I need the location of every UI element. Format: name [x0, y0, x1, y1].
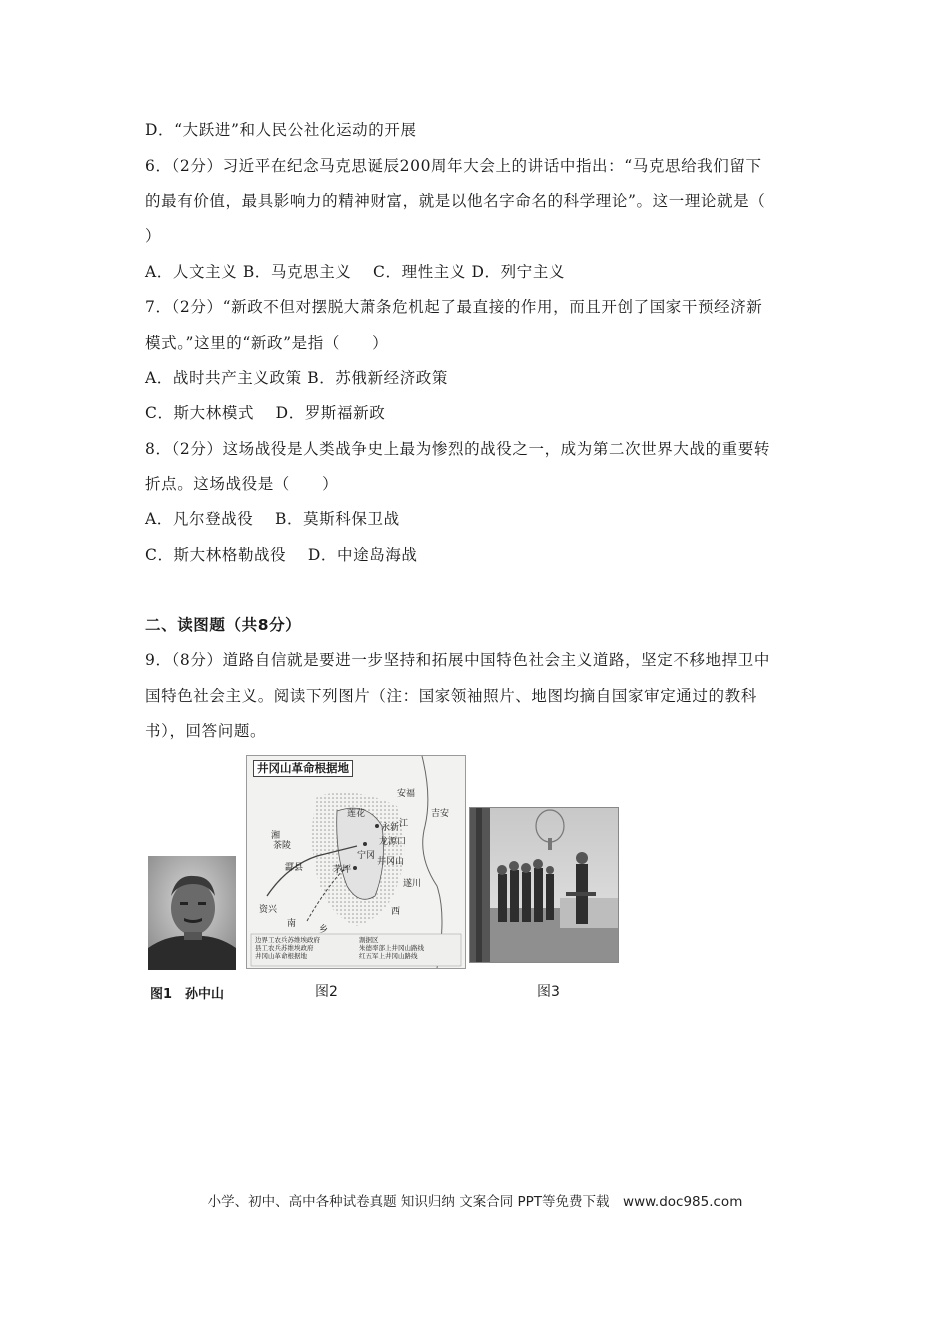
- map-label-zixing: 资兴: [259, 905, 278, 915]
- map-legend-left: [255, 936, 320, 960]
- map-label-jian: 吉安: [431, 809, 450, 819]
- map-legend-right: [359, 936, 424, 960]
- map-legend-item: 县工农兵苏维埃政府: [255, 944, 314, 952]
- figure-2-caption: 图2: [315, 984, 338, 1000]
- question-7-line-1: 7．（2分）“新政不但对摆脱大萧条危机起了最直接的作用，而且开创了国家干预经济新: [145, 298, 763, 316]
- question-9-line-3: 书），回答问题。: [145, 722, 267, 740]
- question-8-options-cd: C．斯大林格勒战役 D．中途岛海战: [145, 546, 418, 564]
- map-legend-item: 朱德率部上井冈山路线: [359, 944, 424, 952]
- map-legend-item: 边界工农兵苏维埃政府: [255, 936, 320, 944]
- question-8-options-ab: A．凡尔登战役 B．莫斯科保卫战: [145, 510, 400, 528]
- map-label-jinggangshan: 井冈山: [377, 857, 405, 867]
- map-legend-item: 割据区: [359, 936, 379, 944]
- map-label-ningang: 宁冈: [357, 851, 376, 861]
- map-title: 井冈山革命根据地: [253, 760, 353, 777]
- founding-ceremony-painting: [469, 807, 619, 963]
- question-6-line-3: ）: [145, 227, 162, 245]
- map-label-xiang: 湘: [271, 831, 281, 841]
- map-label-suichuan: 遂川: [403, 879, 422, 889]
- map-label-yongxin: 永新: [381, 823, 400, 833]
- question-8-line-1: 8．（2分）这场战役是人类战争史上最为惨烈的战役之一，成为第二次世界大战的重要转: [145, 440, 770, 458]
- map-label-lingxian: 酃县: [285, 863, 304, 873]
- question-9-line-1: 9．（8分）道路自信就是要进一步坚持和拓展中国特色社会主义道路，坚定不移地捍卫中: [145, 651, 770, 669]
- question-9-line-2: 国特色社会主义。阅读下列图片（注：国家领袖照片、地图均摘自国家审定通过的教科: [145, 687, 757, 705]
- map-label-nan: 南: [287, 919, 297, 929]
- map-label-anfu: 安福: [397, 789, 416, 799]
- figure-1-caption: 图1 孙中山: [150, 987, 225, 1002]
- question-6-line-2: 的最有价值，最具影响力的精神财富，就是以他名字命名的科学理论”。这一理论就是（: [145, 192, 766, 210]
- page-footer: 小学、初中、高中各种试卷真题 知识归纳 文案合同 PPT等免费下载 www.doc985.com: [207, 1194, 743, 1210]
- map-label-lianhua: 莲花: [347, 809, 366, 819]
- portrait-photo: [148, 856, 236, 970]
- map-label-xiang2: 乡: [319, 925, 329, 935]
- figure-3-caption: 图3: [537, 984, 560, 1000]
- map-legend-item: 井冈山革命根据地: [255, 952, 307, 960]
- map-label-longyuankou: 龙源口: [379, 837, 407, 847]
- section-title: 二、读图题（共8分）: [145, 616, 302, 634]
- map-label-chaling: 茶陵: [273, 841, 292, 851]
- question-7-line-2: 模式。”这里的“新政”是指（ ）: [145, 334, 389, 352]
- map-label-maoping: 茅坪: [333, 865, 352, 875]
- jinggangshan-map: [246, 755, 466, 969]
- question-6-line-1: 6．（2分）习近平在纪念马克思诞辰200周年大会上的讲话中指出：“马克思给我们留下: [145, 157, 762, 175]
- question-7-options-ab: A．战时共产主义政策 B．苏俄新经济政策: [145, 369, 449, 387]
- map-label-jiang: 江: [399, 819, 409, 829]
- question-6-options: A．人文主义 B．马克思主义 C．理性主义 D．列宁主义: [145, 263, 566, 281]
- map-label-xi: 西: [391, 907, 401, 917]
- option-d-q5: D．“大跃进”和人民公社化运动的开展: [145, 121, 417, 139]
- question-7-options-cd: C．斯大林模式 D．罗斯福新政: [145, 404, 386, 422]
- question-8-line-2: 折点。这场战役是（ ）: [145, 475, 339, 493]
- map-legend-item: 红五军上井冈山路线: [359, 952, 418, 960]
